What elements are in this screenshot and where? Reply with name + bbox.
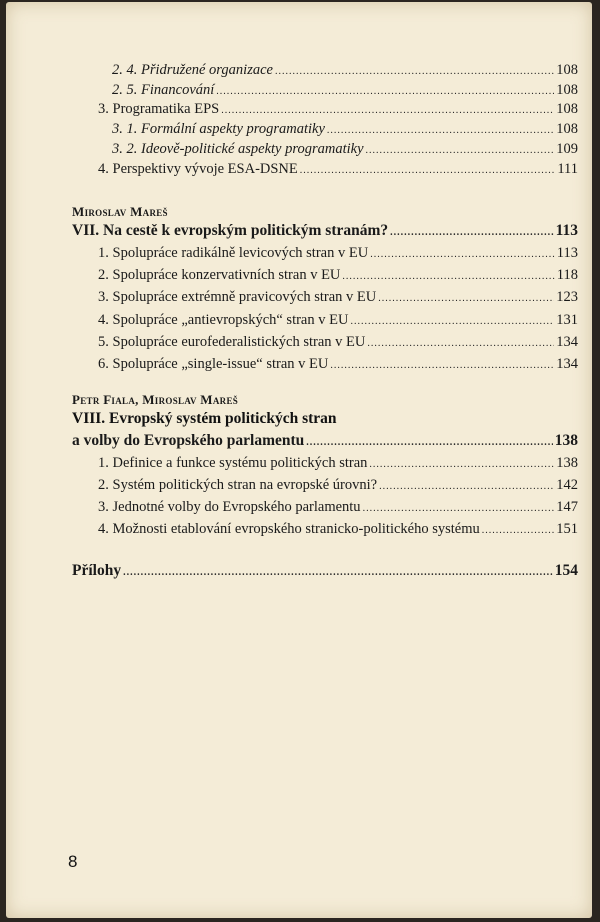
dot-leader: [221, 105, 554, 116]
dot-leader: [350, 316, 554, 327]
toc-appendix-label: Přílohy: [72, 562, 122, 579]
dot-leader: [363, 503, 555, 514]
dot-leader: [379, 481, 554, 492]
chapter-author: Petr Fiala, Miroslav Mareš: [72, 392, 239, 407]
dot-leader: [330, 360, 554, 371]
chapter-author: Miroslav Mareš: [72, 204, 168, 219]
toc-entry: [72, 356, 578, 373]
toc-entry-page: 147: [556, 499, 578, 515]
toc-entry-page: 123: [556, 289, 578, 305]
toc-entry-label: 4. Možnosti etablování evropského stranicko-politického systému: [98, 521, 480, 537]
toc-entry-page: 111: [557, 161, 578, 177]
chapter-title-label: VII. Na cestě k evropským politickým stranám?: [72, 222, 389, 239]
toc-entry-page: 134: [556, 334, 578, 350]
dot-leader: [275, 66, 554, 77]
dot-leader: [366, 145, 555, 156]
dot-leader: [390, 227, 553, 238]
dot-leader: [300, 165, 556, 176]
toc-entry-page: 109: [556, 141, 578, 157]
toc-entry: [72, 334, 578, 351]
toc-entry-label: 3. Jednotné volby do Evropského parlamentu: [98, 499, 361, 515]
toc-entry: [72, 101, 578, 118]
chapter-title: [72, 432, 578, 450]
chapter-title: [72, 222, 578, 240]
toc-entry: [72, 289, 578, 306]
toc-entry: [72, 521, 578, 538]
toc-entry-label: 3. Spolupráce extrémně pravicových stran v EU: [98, 289, 377, 305]
toc-entry-label: 3. 1. Formální aspekty programatiky: [112, 121, 325, 137]
toc-entry-label: 1. Spolupráce radikálně levicových stran v EU: [98, 245, 369, 261]
chapter-title-page: 113: [555, 222, 578, 239]
toc-entry: [72, 141, 578, 158]
chapter-title-line1: VIII. Evropský systém politických stran: [72, 410, 337, 427]
toc-entry: [72, 82, 578, 99]
dot-leader: [342, 271, 554, 282]
dot-leader: [327, 125, 554, 136]
toc-entry-label: 5. Spolupráce eurofederalistických stran v EU: [98, 334, 366, 350]
toc-entry-page: 113: [556, 245, 578, 261]
toc-entry: [72, 312, 578, 329]
toc-entry-label: 4. Spolupráce „antievropských“ stran v EU: [98, 312, 349, 328]
toc-entry-page: 134: [556, 356, 578, 372]
toc-entry: [72, 121, 578, 138]
toc-entry-label: 2. 4. Přidružené organizace: [112, 62, 273, 78]
toc-entry-label: 4. Perspektivy vývoje ESA-DSNE: [98, 161, 298, 177]
toc-entry-label: 2. 5. Financování: [112, 82, 215, 98]
book-page: [6, 2, 592, 918]
toc-entry-page: 138: [556, 455, 578, 471]
toc-entry-page: 118: [556, 267, 578, 283]
dot-leader: [367, 338, 554, 349]
toc-entry-page: 108: [556, 62, 578, 78]
dot-leader: [123, 567, 553, 578]
toc-entry-page: 108: [556, 121, 578, 137]
toc-entry: [72, 161, 578, 178]
toc-entry: [72, 477, 578, 494]
dot-leader: [370, 249, 555, 260]
toc-entry-label: 6. Spolupráce „single-issue“ stran v EU: [98, 356, 329, 372]
toc-appendix-page: 154: [554, 562, 578, 579]
toc-entry-label: 2. Systém politických stran na evropské úrovni?: [98, 477, 378, 493]
toc-entry-label: 3. Programatika EPS: [98, 101, 220, 117]
toc-entry-label: 2. Spolupráce konzervativních stran v EU: [98, 267, 341, 283]
chapter-title-page: 138: [554, 432, 578, 449]
toc-entry-page: 131: [556, 312, 578, 328]
toc-entry-page: 108: [556, 82, 578, 98]
toc-entry-page: 142: [556, 477, 578, 493]
toc-entry: [72, 455, 578, 472]
dot-leader: [306, 437, 552, 448]
toc-entry: [72, 499, 578, 516]
dot-leader: [482, 525, 554, 536]
toc-appendix: [72, 562, 578, 580]
toc-entry-label: 3. 2. Ideově-politické aspekty programatiky: [112, 141, 364, 157]
toc-entry-page: 108: [556, 101, 578, 117]
toc-entry-page: 151: [556, 521, 578, 537]
toc-entry: [72, 267, 578, 284]
dot-leader: [216, 86, 554, 97]
chapter-title-label: a volby do Evropského parlamentu: [72, 432, 305, 449]
toc-entry: [72, 245, 578, 262]
dot-leader: [378, 293, 554, 304]
toc-entry: [72, 62, 578, 79]
toc-entry-label: 1. Definice a funkce systému politických stran: [98, 455, 368, 471]
page-number: 8: [68, 852, 78, 871]
dot-leader: [369, 459, 554, 470]
